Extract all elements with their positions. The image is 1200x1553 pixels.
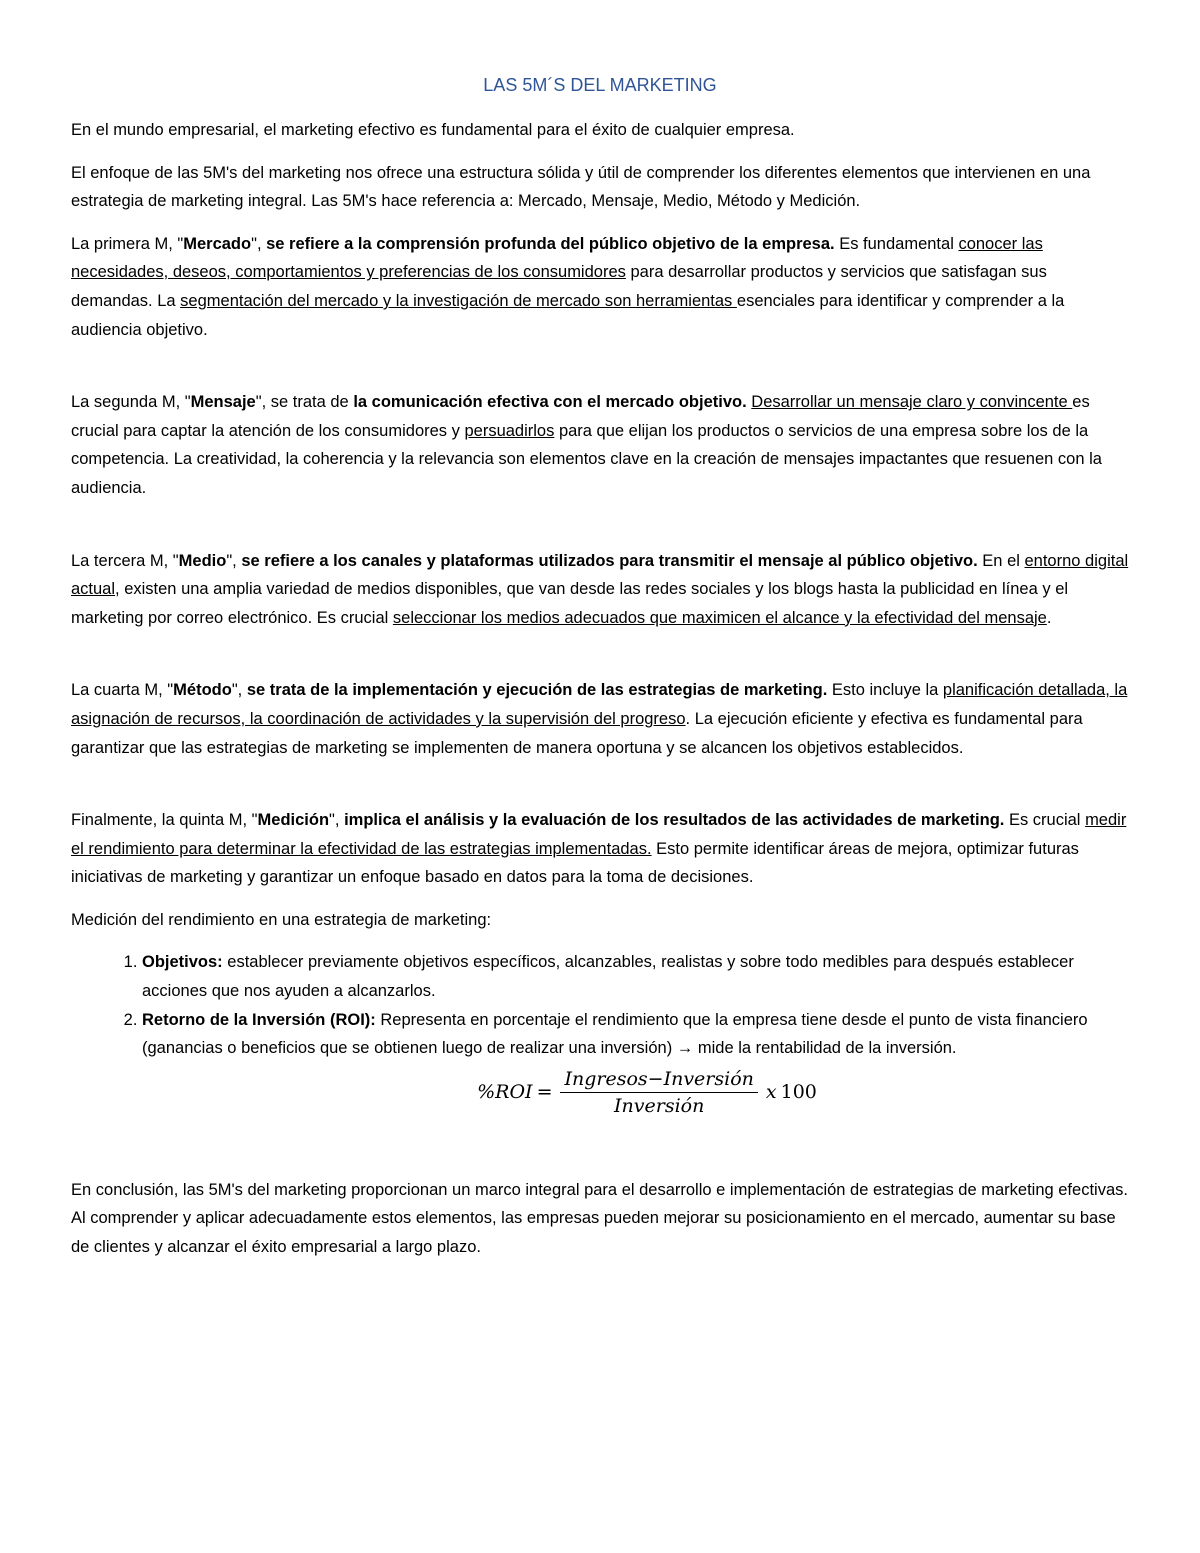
list-item: 2. Retorno de la Inversión (ROI): Representa en porcentaje el rendimiento que la empresa tiene desde el punto de vista financiero (ganancias o beneficios que se obtienen luego de realizar una inversión) → mide la rentabilidad de la inversión.: [142, 1006, 1133, 1063]
formula-fraction: [560, 1067, 757, 1118]
formula-lhs: %ROI: [477, 1081, 533, 1104]
overview-paragraph: El enfoque de las 5M's del marketing nos ofrece una estructura sólida y útil de comprender los diferentes elementos que intervienen en una estrategia de marketing integral. Las 5M's hace referencia a: Mercado, Mensaje, Medio, Método y Medición.: [71, 163, 1091, 211]
medio-paragraph: La tercera M, "Medio", se refiere a los canales y plataformas utilizados para transmitir el mensaje al público objetivo. En el entorno digital actual, existen una amplia variedad de medios disponibles, que van desde las redes sociales y los blogs hasta la publicidad en línea y el marketing por correo electrónico. Es crucial seleccionar los medios adecuados que maximicen el alcance y la efectividad del mensaje.: [71, 551, 1129, 627]
formula-times: x: [765, 1081, 777, 1104]
mensaje-paragraph: La segunda M, "Mensaje", se trata de la comunicación efectiva con el mercado objetivo. Desarrollar un mensaje claro y convincente es crucial para captar la atención de los consumidores y persuadirlos para que elijan los productos o servicios de una empresa sobre los de la competencia. La creatividad, la coherencia y la relevancia son elementos clave en la creación de mensajes impactantes que resuenen con la audiencia.: [71, 393, 1102, 497]
roi-formula: [71, 1067, 1133, 1118]
document-body: [71, 116, 1133, 1276]
formula-equals: =: [536, 1081, 553, 1104]
metodo-paragraph: La cuarta M, "Método", se trata de la implementación y ejecución de las estrategias de marketing. Esto incluye la planificación detallada, la asignación de recursos, la coordinación de actividades y la supervisión del progreso. La ejecución eficiente y efectiva es fundamental para garantizar que las estrategias de marketing se implementen de manera oportuna y se alcancen los objetivos establecidos.: [71, 681, 1128, 757]
mercado-paragraph: La primera M, "Mercado", se refiere a la comprensión profunda del público objetivo de la empresa. Es fundamental conocer las necesidades, deseos, comportamientos y preferencias de los consumidores para desarrollar productos y servicios que satisfagan sus demandas. La segmentación del mercado y la investigación de mercado son herramientas esenciales para identificar y comprender a la audiencia objetivo.: [71, 234, 1065, 339]
medicion-intro: Medición del rendimiento en una estrategia de marketing:: [71, 910, 492, 929]
metrics-list: [71, 948, 1133, 1062]
arrow-icon: →: [676, 1039, 694, 1058]
document-title: LAS 5M´S DEL MARKETING: [483, 75, 717, 95]
intro-paragraph: En el mundo empresarial, el marketing efectivo es fundamental para el éxito de cualquier empresa.: [71, 121, 795, 139]
formula-numerator: Ingresos−Inversión: [560, 1067, 757, 1093]
formula-denominator: Inversión: [614, 1094, 705, 1117]
medicion-paragraph: Finalmente, la quinta M, "Medición", implica el análisis y la evaluación de los resultados de las actividades de marketing. Es crucial medir el rendimiento para determinar la efectividad de las estrategias implementadas. Esto permite identificar áreas de mejora, optimizar futuras iniciativas de marketing y garantizar un enfoque basado en datos para la toma de decisiones.: [71, 811, 1127, 887]
conclusion-paragraph: En conclusión, las 5M's del marketing proporcionan un marco integral para el desarrollo e implementación de estrategias de marketing efectivas. Al comprender y aplicar adecuadamente estos elementos, las empresas pueden mejorar su posicionamiento en el mercado, aumentar su base de clientes y alcanzar el éxito empresarial a largo plazo.: [71, 1180, 1128, 1257]
formula-factor: 100: [780, 1081, 817, 1104]
list-item: 1. Objetivos: establecer previamente objetivos específicos, alcanzables, realistas y sobre todo medibles para después establecer acciones que nos ayuden a alcanzarlos.: [142, 948, 1133, 1005]
